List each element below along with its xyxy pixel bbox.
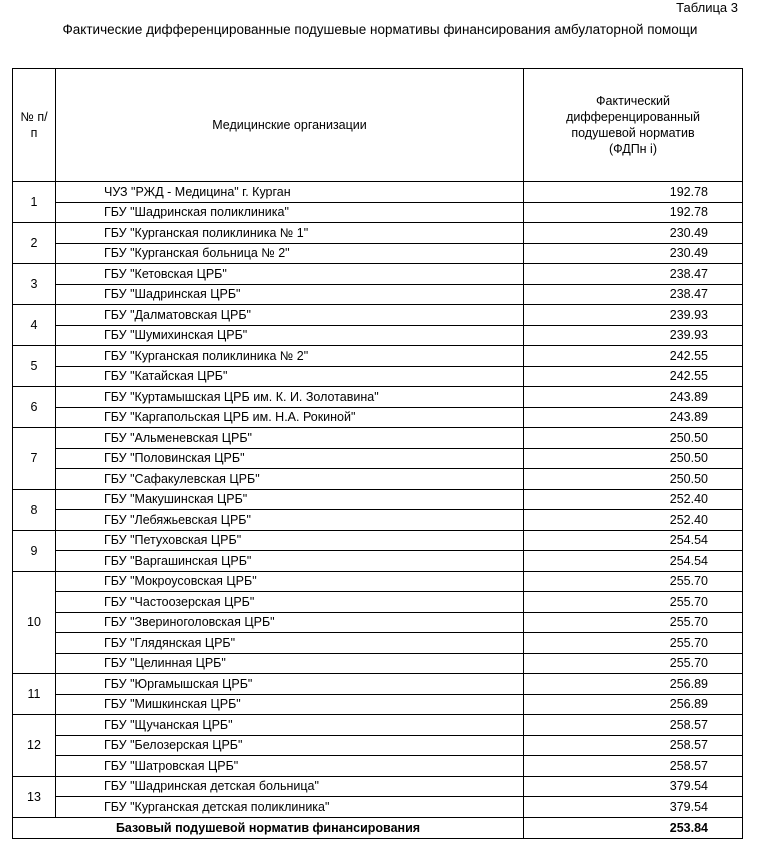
- norm-value: 230.49: [524, 243, 743, 264]
- norm-value: 250.50: [524, 428, 743, 449]
- norm-value: 256.89: [524, 674, 743, 695]
- organization-name: ГБУ "Альменевская ЦРБ": [56, 428, 524, 449]
- norm-value: 238.47: [524, 264, 743, 285]
- organization-name: ГБУ "Шадринская поликлиника": [56, 202, 524, 223]
- organization-name: ГБУ "Юргамышская ЦРБ": [56, 674, 524, 695]
- group-number: 12: [13, 715, 56, 777]
- norm-value: 255.70: [524, 592, 743, 613]
- organization-name: ГБУ "Глядянская ЦРБ": [56, 633, 524, 654]
- group-number: 7: [13, 428, 56, 490]
- table-row: [13, 305, 743, 326]
- norm-value: 258.57: [524, 715, 743, 736]
- organization-name: ГБУ "Шадринская детская больница": [56, 776, 524, 797]
- norm-value: 256.89: [524, 694, 743, 715]
- organization-name: ГБУ "Курганская детская поликлиника": [56, 797, 524, 818]
- table-row: [13, 182, 743, 203]
- organization-name: ЧУЗ "РЖД - Медицина" г. Курган: [56, 182, 524, 203]
- organization-name: ГБУ "Варгашинская ЦРБ": [56, 551, 524, 572]
- group-number: 10: [13, 571, 56, 674]
- table-row: [13, 715, 743, 736]
- norm-value: 239.93: [524, 305, 743, 326]
- header-value: [524, 69, 743, 182]
- table-row: [13, 612, 743, 633]
- table-row: [13, 346, 743, 367]
- table-row: [13, 592, 743, 613]
- organization-name: ГБУ "Белозерская ЦРБ": [56, 735, 524, 756]
- header-organizations: Медицинские организации: [56, 69, 524, 182]
- group-number: 1: [13, 182, 56, 223]
- organization-name: ГБУ "Целинная ЦРБ": [56, 653, 524, 674]
- organization-name: ГБУ "Курганская поликлиника № 2": [56, 346, 524, 367]
- organization-name: ГБУ "Сафакулевская ЦРБ": [56, 469, 524, 490]
- group-number: 2: [13, 223, 56, 264]
- norm-value: 242.55: [524, 366, 743, 387]
- organization-name: ГБУ "Курганская больница № 2": [56, 243, 524, 264]
- norm-value: 379.54: [524, 776, 743, 797]
- organization-name: ГБУ "Шумихинская ЦРБ": [56, 325, 524, 346]
- table-row: [13, 366, 743, 387]
- group-number: 4: [13, 305, 56, 346]
- norm-value: 254.54: [524, 530, 743, 551]
- total-value: 253.84: [524, 817, 743, 838]
- table-row: [13, 530, 743, 551]
- organization-name: ГБУ "Кетовская ЦРБ": [56, 264, 524, 285]
- table-row: [13, 551, 743, 572]
- organization-name: ГБУ "Звериноголовская ЦРБ": [56, 612, 524, 633]
- table-row: [13, 571, 743, 592]
- table-row: [13, 387, 743, 408]
- group-number: 13: [13, 776, 56, 817]
- norm-value: 250.50: [524, 448, 743, 469]
- group-number: 3: [13, 264, 56, 305]
- document-title: Фактические дифференцированные подушевые нормативы финансирования амбулаторной помощи: [62, 22, 698, 37]
- table-row: [13, 735, 743, 756]
- table-row: [13, 776, 743, 797]
- norm-value: 250.50: [524, 469, 743, 490]
- table-row: [13, 469, 743, 490]
- table-row: [13, 325, 743, 346]
- header-number: № п/п: [13, 69, 56, 182]
- organization-name: ГБУ "Мокроусовская ЦРБ": [56, 571, 524, 592]
- table-row: [13, 448, 743, 469]
- organization-name: ГБУ "Щучанская ЦРБ": [56, 715, 524, 736]
- header-value-main: Фактический дифференцированный подушевой норматив: [566, 94, 700, 140]
- norm-value: 243.89: [524, 387, 743, 408]
- norm-value: 255.70: [524, 653, 743, 674]
- table-row: [13, 797, 743, 818]
- table-row: [13, 202, 743, 223]
- header-value-symbol: (ФДПн i): [608, 142, 658, 156]
- norm-value: 254.54: [524, 551, 743, 572]
- norm-value: 379.54: [524, 797, 743, 818]
- organization-name: ГБУ "Частоозерская ЦРБ": [56, 592, 524, 613]
- organization-name: ГБУ "Далматовская ЦРБ": [56, 305, 524, 326]
- table-row: [13, 223, 743, 244]
- total-row: [13, 817, 743, 838]
- organization-name: ГБУ "Катайская ЦРБ": [56, 366, 524, 387]
- table-row: [13, 653, 743, 674]
- group-number: 11: [13, 674, 56, 715]
- norm-value: 239.93: [524, 325, 743, 346]
- norm-value: 255.70: [524, 633, 743, 654]
- norm-value: 238.47: [524, 284, 743, 305]
- norm-value: 192.78: [524, 202, 743, 223]
- organization-name: ГБУ "Макушинская ЦРБ": [56, 489, 524, 510]
- table-row: [13, 633, 743, 654]
- organization-name: ГБУ "Мишкинская ЦРБ": [56, 694, 524, 715]
- table-row: [13, 510, 743, 531]
- norm-value: 243.89: [524, 407, 743, 428]
- table-row: [13, 428, 743, 449]
- table-row: [13, 407, 743, 428]
- table-row: [13, 756, 743, 777]
- norm-value: 230.49: [524, 223, 743, 244]
- table-row: [13, 284, 743, 305]
- norm-value: 255.70: [524, 612, 743, 633]
- organization-name: ГБУ "Каргапольская ЦРБ им. Н.А. Рокиной": [56, 407, 524, 428]
- organization-name: ГБУ "Петуховская ЦРБ": [56, 530, 524, 551]
- table-number-label: Таблица 3: [676, 0, 738, 15]
- total-label: Базовый подушевой норматив финансирования: [13, 817, 524, 838]
- organization-name: ГБУ "Шадринская ЦРБ": [56, 284, 524, 305]
- group-number: 8: [13, 489, 56, 530]
- table-row: [13, 694, 743, 715]
- table-row: [13, 674, 743, 695]
- organization-name: ГБУ "Половинская ЦРБ": [56, 448, 524, 469]
- organization-name: ГБУ "Лебяжьевская ЦРБ": [56, 510, 524, 531]
- table-row: [13, 243, 743, 264]
- organization-name: ГБУ "Шатровская ЦРБ": [56, 756, 524, 777]
- group-number: 9: [13, 530, 56, 571]
- organization-name: ГБУ "Куртамышская ЦРБ им. К. И. Золотавина": [56, 387, 524, 408]
- norm-value: 252.40: [524, 510, 743, 531]
- table-row: [13, 264, 743, 285]
- group-number: 5: [13, 346, 56, 387]
- norm-value: 192.78: [524, 182, 743, 203]
- norm-value: 242.55: [524, 346, 743, 367]
- norm-value: 252.40: [524, 489, 743, 510]
- norm-value: 258.57: [524, 735, 743, 756]
- organization-name: ГБУ "Курганская поликлиника № 1": [56, 223, 524, 244]
- group-number: 6: [13, 387, 56, 428]
- norm-value: 255.70: [524, 571, 743, 592]
- table-row: [13, 489, 743, 510]
- table-header-row: [13, 69, 743, 182]
- norm-value: 258.57: [524, 756, 743, 777]
- funding-norms-table: [12, 68, 743, 839]
